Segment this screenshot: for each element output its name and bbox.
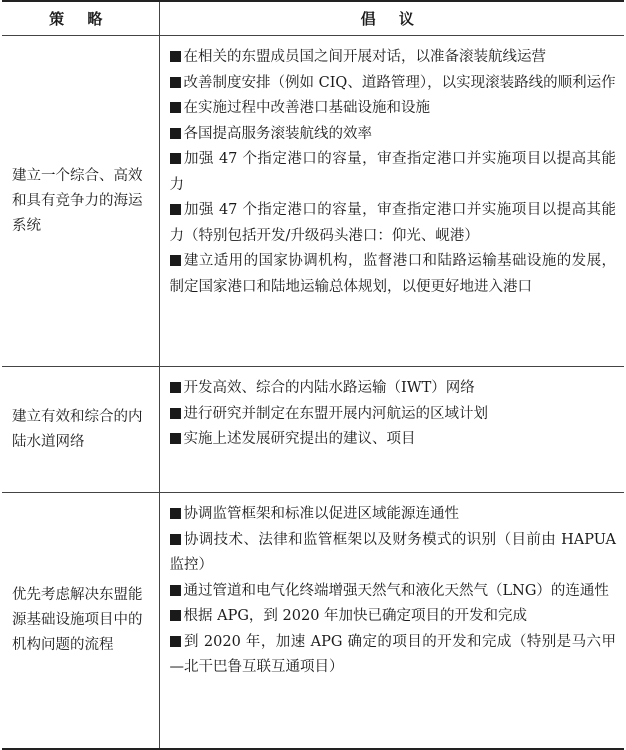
- proposal-cell: [159, 36, 624, 367]
- square-bullet-icon: [170, 153, 181, 164]
- strategy-cell: 建立有效和综合的内陆水道网络: [2, 367, 159, 493]
- strategy-cell: 建立一个综合、高效和具有竞争力的海运系统: [2, 36, 159, 367]
- strategy-cell: 优先考虑解决东盟能源基础设施项目中的机构问题的流程: [2, 493, 159, 750]
- list-item: [170, 71, 617, 97]
- item-text: 加强 47 个指定港口的容量，审查指定港口并实施项目以提高其能力（特别包括开发/升级码头港口：仰光、岘港）: [169, 202, 616, 244]
- item-text: 建立适用的国家协调机构，监督港口和陆路运输基础设施的发展，制定国家港口和陆地运输总体规划，以便更好地进入港口: [169, 253, 616, 295]
- list-item: [170, 122, 617, 148]
- square-bullet-icon: [170, 585, 181, 596]
- square-bullet-icon: [170, 534, 181, 545]
- list-item: [170, 198, 617, 249]
- list-item: [170, 376, 617, 402]
- list-item: [170, 249, 617, 300]
- square-bullet-icon: [170, 382, 181, 393]
- item-text: 协调监管框架和标准以促进区域能源连通性: [183, 506, 459, 522]
- list-item: [170, 502, 617, 528]
- table-header-row: [2, 1, 624, 36]
- item-text: 协调技术、法律和监管框架以及财务模式的识别（目前由 HAPUA 监控）: [169, 531, 616, 573]
- square-bullet-icon: [170, 610, 181, 621]
- item-text: 各国提高服务滚装航线的效率: [183, 125, 372, 142]
- item-text: 进行研究并制定在东盟开展内河航运的区域计划: [183, 405, 488, 422]
- list-item: [170, 630, 617, 681]
- item-text: 根据 APG，到 2020 年加快已确定项目的开发和完成: [183, 608, 528, 624]
- square-bullet-icon: [170, 636, 181, 647]
- item-text: 在相关的东盟成员国之间开展对话，以准备滚装航线运营: [183, 49, 546, 65]
- item-text: 加强 47 个指定港口的容量，审查指定港口并实施项目以提高其能力: [169, 151, 616, 193]
- square-bullet-icon: [170, 128, 181, 139]
- list-item: [170, 402, 617, 428]
- list-item: [170, 45, 617, 71]
- proposal-cell: [159, 367, 624, 493]
- item-text: 通过管道和电气化终端增强天然气和液化天然气（LNG）的连通性: [183, 582, 609, 599]
- strategy-proposal-table: [2, 0, 624, 750]
- proposal-cell: [159, 493, 624, 750]
- table-row: [2, 493, 624, 750]
- list-item: [170, 579, 617, 605]
- square-bullet-icon: [170, 408, 181, 419]
- square-bullet-icon: [170, 255, 181, 266]
- item-text: 实施上述发展研究提出的建议、项目: [183, 431, 416, 447]
- square-bullet-icon: [170, 204, 181, 215]
- item-text: 改善制度安排（例如 CIQ、道路管理），以实现滚装路线的顺利运作: [183, 74, 616, 91]
- list-item: [170, 604, 617, 630]
- header-proposal: 倡 议: [159, 1, 624, 36]
- item-text: 到 2020 年，加速 APG 确定的项目的开发和完成（特别是马六甲—北干巴鲁互联互通项目）: [169, 633, 616, 675]
- square-bullet-icon: [170, 433, 181, 444]
- item-text: 开发高效、综合的内陆水路运输（IWT）网络: [183, 380, 475, 396]
- header-strategy: 策 略: [2, 1, 159, 36]
- table-row: [2, 36, 624, 367]
- square-bullet-icon: [170, 508, 181, 519]
- list-item: [170, 427, 617, 453]
- table-row: [2, 367, 624, 493]
- square-bullet-icon: [170, 51, 181, 62]
- list-item: [170, 528, 617, 579]
- list-item: [170, 96, 617, 122]
- square-bullet-icon: [170, 102, 181, 113]
- square-bullet-icon: [170, 77, 181, 88]
- list-item: [170, 147, 617, 198]
- item-text: 在实施过程中改善港口基础设施和设施: [183, 100, 430, 116]
